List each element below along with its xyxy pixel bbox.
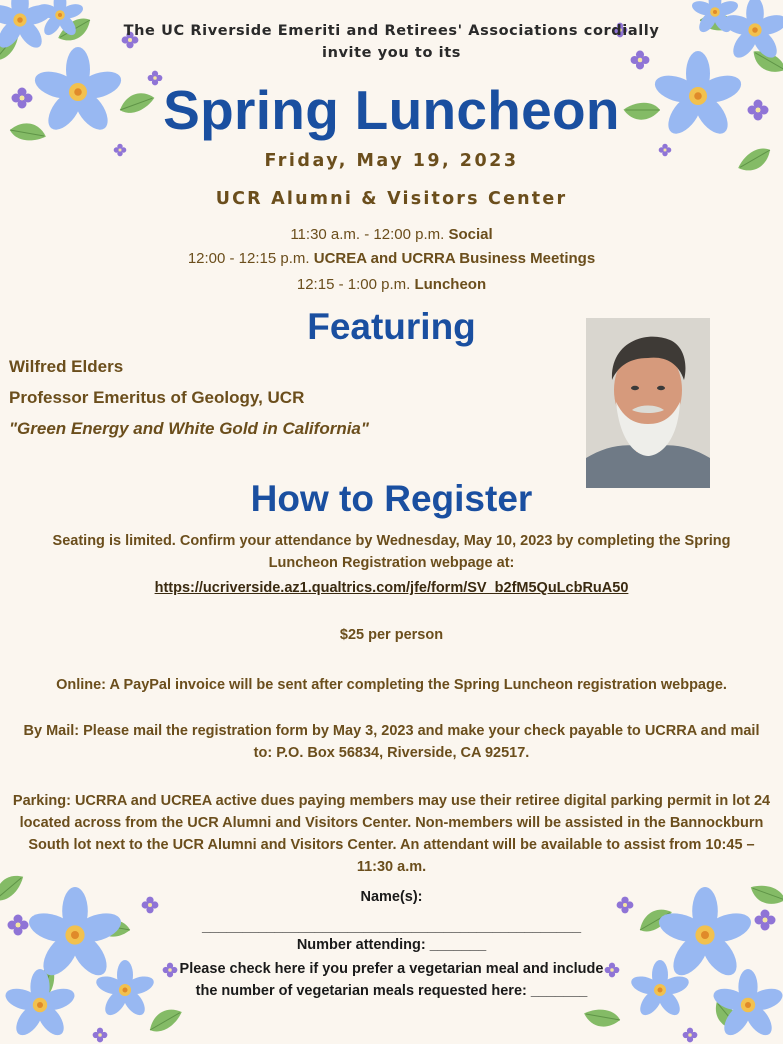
featuring-heading: Featuring — [307, 306, 476, 347]
vegetarian-meal-field[interactable]: Please check here if you prefer a vegetarian meal and include the number of vegetarian meals requested here: _______ — [179, 961, 604, 999]
invitation-text — [0, 20, 783, 64]
schedule-item — [0, 249, 783, 269]
schedule-time: 12:00 - 12:15 p.m. — [187, 250, 310, 267]
names-field-line[interactable]: _______________________________________________ — [201, 919, 582, 935]
speaker-name: Wilfred Elders — [9, 357, 124, 376]
names-field-label: Name(s): — [360, 889, 423, 905]
number-attending-field[interactable]: Number attending: _______ — [296, 937, 487, 953]
invitation-line-1: The UC Riverside Emeriti and Retirees' Associations cordially — [123, 23, 660, 39]
ticket-price: $25 per person — [339, 627, 444, 643]
online-payment-info: Online: A PayPal invoice will be sent after completing the Spring Luncheon registration webpage. — [56, 677, 727, 693]
registration-link[interactable]: https://ucriverside.az1.qualtrics.com/jfe/form/SV_b2fM5QuLcbRuA50 — [154, 580, 629, 596]
mail-payment-info: By Mail: Please mail the registration form by May 3, 2023 and make your check payable to UCRRA and mail to: P.O. Box 56834, Riverside, CA 92517. — [23, 723, 760, 761]
schedule-event: UCREA and UCRRA Business Meetings — [313, 250, 596, 267]
speaker-title: Professor Emeritus of Geology, UCR — [9, 388, 305, 407]
schedule-event: Social — [448, 226, 493, 243]
schedule-time: 12:15 - 1:00 p.m. — [296, 276, 411, 293]
schedule-time: 11:30 a.m. - 12:00 p.m. — [290, 226, 445, 243]
speaker-portrait-illustration — [586, 318, 710, 488]
schedule-event: Luncheon — [414, 276, 487, 293]
how-to-register-heading: How to Register — [250, 478, 533, 519]
talk-title: "Green Energy and White Gold in California" — [9, 419, 369, 438]
event-title: Spring Luncheon — [163, 79, 620, 141]
schedule-item — [0, 225, 783, 245]
parking-info: Parking: UCRRA and UCREA active dues paying members may use their retiree digital parking permit in lot 24 located across from the UCR Alumni and Visitors Center. Non-members will be assisted in the Bannockburn South lot next to the UCR Alumni and Visitors Center. An attendant will be available to assist from 10:45 – 11:30 a.m. — [12, 793, 771, 875]
event-date: Friday, May 19, 2023 — [264, 151, 519, 171]
registration-instructions: Seating is limited. Confirm your attendance by Wednesday, May 10, 2023 by completing the Spring Luncheon Registration webpage at: — [52, 533, 731, 571]
event-venue: UCR Alumni & Visitors Center — [215, 189, 568, 209]
speaker-photo — [586, 318, 710, 488]
schedule-item — [0, 275, 783, 295]
invitation-line-2: invite you to its — [322, 45, 461, 61]
